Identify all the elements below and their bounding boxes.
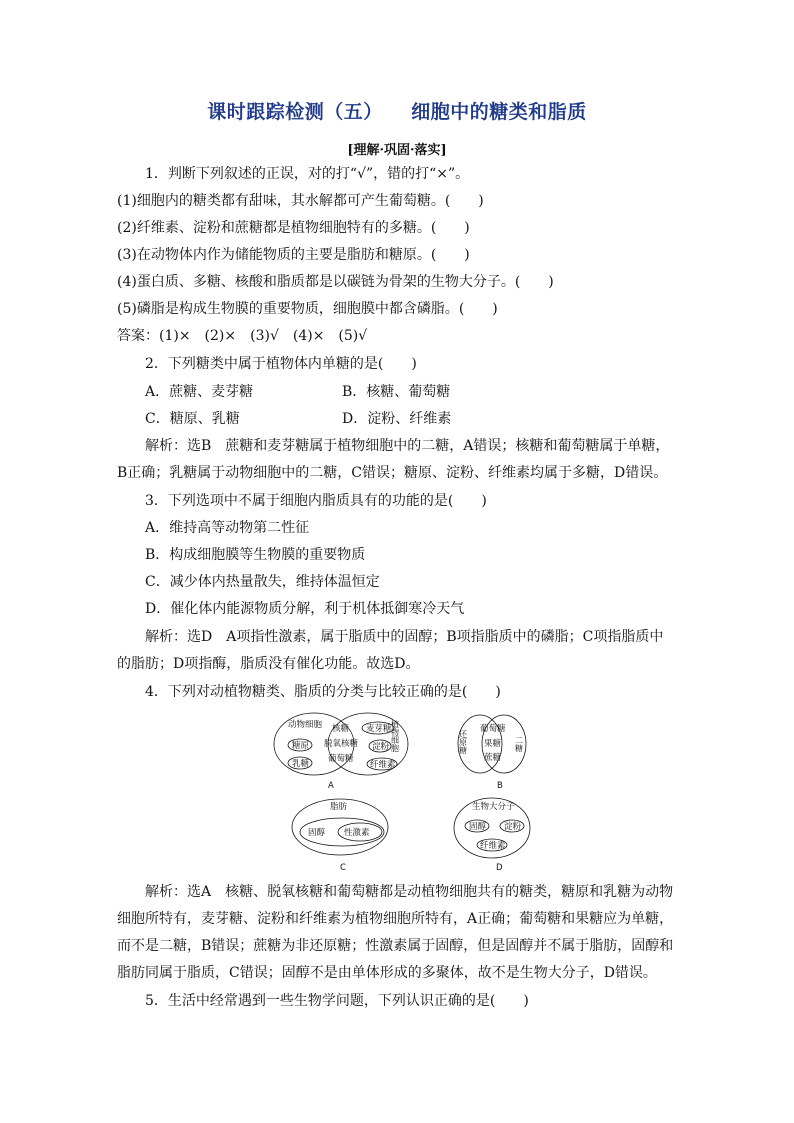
- diagram-c-inner-2: 性激素: [344, 828, 370, 838]
- q4-analysis-line-2: 细胞所特有，麦芽糖、淀粉和纤维素为植物细胞所特有，A正确；葡萄糖和果糖应为单糖，: [117, 911, 674, 927]
- diagram-c: [292, 799, 388, 873]
- diagram-a-animal-1: 糖原: [292, 741, 310, 751]
- diagram-d-caption: D: [496, 863, 503, 873]
- q1-answer: 答案：(1)× (2)× (3)√ (4)× (5)√: [117, 328, 368, 344]
- diagram-b-right-label: 二糖: [514, 736, 524, 752]
- q1-item-5: (5)磷脂是构成生物膜的重要物质，细胞膜中都含磷脂。( ): [117, 301, 498, 317]
- diagram-b-left-label: 还原糖: [458, 730, 468, 754]
- diagram-d: [454, 798, 530, 873]
- diagram-b-shared-3: 蔗糖: [484, 753, 502, 763]
- diagram-b-caption: B: [497, 781, 503, 791]
- q3-option-c: C．减少体内热量散失，维持体温恒定: [145, 574, 380, 590]
- diagram-c-outer-label: 脂肪: [330, 802, 348, 812]
- q3-option-d: D．催化体内能源物质分解，利于机体抵御寒冷天气: [145, 601, 465, 617]
- q3-option-b: B．构成细胞膜等生物膜的重要物质: [145, 547, 366, 563]
- q5-stem: 5．生活中经常遇到一些生物学问题，下列认识正确的是( ): [145, 993, 529, 1009]
- q3-analysis-line-1: 解析：选D A项指性激素，属于脂质中的固醇；B项指脂质中的磷脂；C项指脂质中: [145, 629, 664, 645]
- diagram-a-shared-1: 核糖: [332, 724, 350, 734]
- diagram-a-plant-3: 纤维素: [370, 760, 396, 770]
- q4-analysis-line-3: 而不是二糖，B错误；蔗糖为非还原糖；性激素属于固醇，但是固醇并不属于脂肪，固醇和: [117, 938, 674, 954]
- q1-item-2: (2)纤维素、淀粉和蔗糖都是植物细胞特有的多糖。( ): [117, 220, 470, 236]
- q2-analysis-line-2: B正确；乳糖属于动物细胞中的二糖，C错误；糖原、淀粉、纤维素均属于多糖，D错误。: [117, 465, 668, 481]
- diagram-a-plant-1: 麦芽糖: [366, 724, 392, 734]
- q3-analysis-line-2: 的脂肪；D项指酶，脂质没有催化功能。故选D。: [117, 656, 420, 672]
- q2-option-c: C．糖原、乳糖: [145, 411, 240, 427]
- q3-option-a: A．维持高等动物第二性征: [145, 520, 310, 536]
- q1-stem: 1．判断下列叙述的正误，对的打“√”，错的打“×”。: [145, 166, 470, 182]
- section-subtitle: [理解·巩固·落实]: [347, 143, 447, 158]
- q2-option-a: A．蔗糖、麦芽糖: [145, 384, 254, 400]
- diagram-a-caption: A: [328, 781, 334, 791]
- diagram-d-outer-label: 生物大分子: [472, 802, 515, 812]
- q2-stem: 2．下列糖类中属于植物体内单糖的是( ): [145, 356, 417, 372]
- q2-option-b: B．核糖、葡萄糖: [342, 384, 451, 400]
- q4-stem: 4．下列对动植物糖类、脂质的分类与比较正确的是( ): [145, 684, 501, 700]
- classification-diagram: [268, 708, 538, 874]
- diagram-b-shared-2: 果糖: [484, 739, 502, 749]
- diagram-a-animal-2: 乳糖: [292, 759, 310, 769]
- diagram-a: [274, 713, 408, 791]
- q4-analysis-line-4: 脂肪同属于脂质，C错误；固醇不是由单体形成的多聚体，故不是生物大分子，D错误。: [117, 965, 657, 981]
- diagram-a-shared-2: 脱氧核糖: [324, 739, 359, 749]
- diagram-b: [458, 715, 527, 791]
- diagram-a-right-label: 植物细胞: [390, 720, 400, 752]
- diagram-d-inner-2: 淀粉: [504, 822, 522, 832]
- diagram-c-inner-1: 固醇: [308, 828, 326, 838]
- q2-analysis-line-1: 解析：选B 蔗糖和麦芽糖属于植物细胞中的二糖，A错误；核糖和葡萄糖属于单糖，: [145, 438, 670, 454]
- q3-stem: 3．下列选项中不属于细胞内脂质具有的功能的是( ): [145, 493, 487, 509]
- diagram-a-shared-3: 葡萄糖: [328, 754, 354, 764]
- diagram-a-plant-2: 淀粉: [372, 742, 390, 752]
- q4-analysis-line-1: 解析：选A 核糖、脱氧核糖和葡萄糖都是动植物细胞共有的糖类，糖原和乳糖为动物: [145, 884, 674, 900]
- diagram-d-inner-1: 固醇: [469, 822, 487, 832]
- diagram-c-caption: C: [340, 863, 346, 873]
- page-title: 课时跟踪检测（五） 细胞中的糖类和脂质: [207, 101, 587, 123]
- diagram-b-shared-1: 葡萄糖: [480, 724, 506, 734]
- q1-item-1: (1)细胞内的糖类都有甜味，其水解都可产生葡萄糖。( ): [117, 193, 484, 209]
- diagram-d-inner-3: 纤维素: [480, 841, 506, 851]
- q1-item-4: (4)蛋白质、多糖、核酸和脂质都是以碳链为骨架的生物大分子。( ): [117, 274, 554, 290]
- diagram-a-left-label: 动物细胞: [288, 720, 323, 730]
- q1-item-3: (3)在动物体内作为储能物质的主要是脂肪和糖原。( ): [117, 247, 470, 263]
- q2-option-d: D．淀粉、纤维素: [342, 411, 452, 427]
